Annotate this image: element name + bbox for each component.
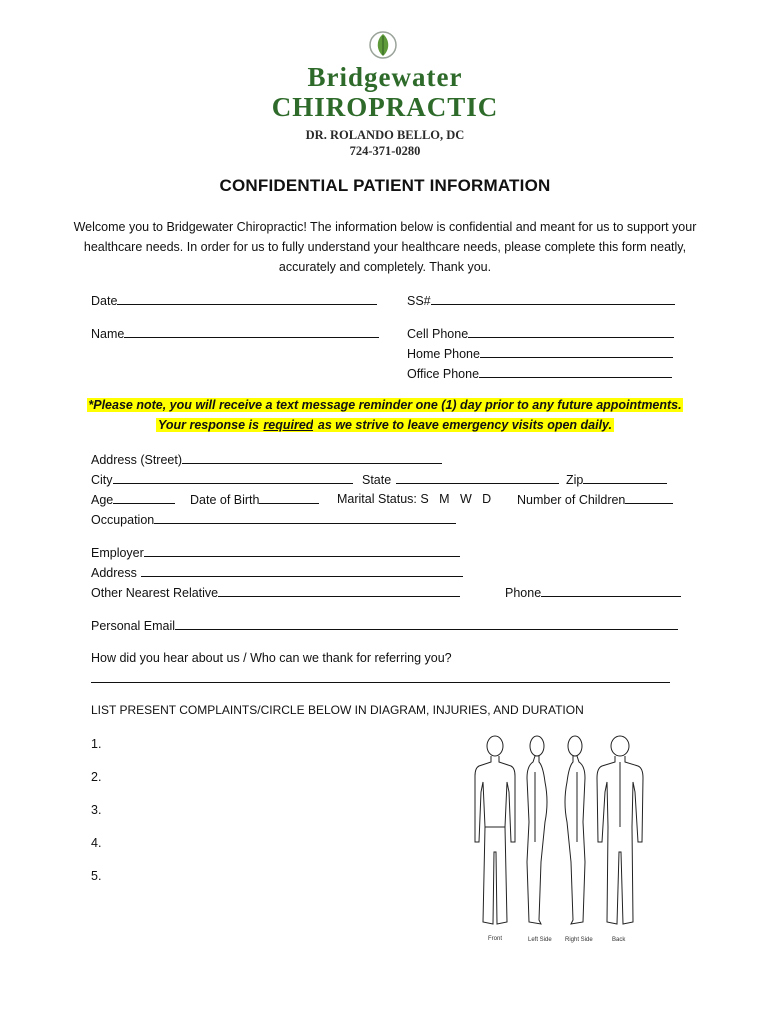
back-figure[interactable] xyxy=(597,736,643,924)
relative-phone-label: Phone xyxy=(505,586,542,600)
dob-line[interactable] xyxy=(259,491,319,504)
brand-name: Bridgewater xyxy=(307,62,463,92)
date-field[interactable] xyxy=(91,292,377,309)
complaint-item-1[interactable]: 1. xyxy=(91,737,102,751)
street-address-label: Address (Street) xyxy=(91,453,183,467)
leaf-logo-icon xyxy=(368,30,398,60)
label-right-side: Right Side xyxy=(565,937,593,943)
cell-phone-label: Cell Phone xyxy=(407,327,469,341)
right-side-figure[interactable] xyxy=(565,736,585,924)
email-label: Personal Email xyxy=(91,619,176,633)
city-line[interactable] xyxy=(113,471,353,484)
relative-phone-field[interactable] xyxy=(505,584,681,601)
marital-status-field[interactable]: Marital Status: S M W D xyxy=(337,492,492,506)
home-phone-field[interactable] xyxy=(407,345,673,362)
street-address-field[interactable] xyxy=(91,451,442,468)
ss-line[interactable] xyxy=(431,292,675,305)
notice-line-2-end: as we strive to leave emergency visits open daily. xyxy=(314,418,613,432)
occupation-field[interactable] xyxy=(91,511,456,528)
office-phone-line[interactable] xyxy=(479,365,672,378)
age-line[interactable] xyxy=(113,491,175,504)
left-side-figure[interactable] xyxy=(527,736,547,924)
dob-label: Date of Birth xyxy=(190,493,260,507)
label-back: Back xyxy=(612,937,626,943)
doctor-name: DR. ROLANDO BELLO, DC xyxy=(305,128,465,142)
email-line[interactable] xyxy=(175,617,678,630)
notice-line-2-start: Your response is xyxy=(157,418,263,432)
cell-phone-field[interactable] xyxy=(407,325,674,342)
employer-address-field[interactable] xyxy=(91,564,463,581)
dob-field[interactable] xyxy=(190,491,319,508)
city-field[interactable] xyxy=(91,471,353,488)
state-field[interactable] xyxy=(362,471,559,488)
age-field[interactable] xyxy=(91,491,175,508)
nearest-relative-line[interactable] xyxy=(218,584,460,597)
referral-question: How did you hear about us / Who can we thank for referring you? xyxy=(91,651,452,665)
city-label: City xyxy=(91,473,113,487)
email-field[interactable] xyxy=(91,617,678,634)
office-phone-label: Office Phone xyxy=(407,367,480,381)
state-label: State xyxy=(362,473,392,487)
state-line[interactable] xyxy=(396,471,559,484)
complaint-item-4[interactable]: 4. xyxy=(91,836,102,850)
date-label: Date xyxy=(91,294,118,308)
ss-label: SS# xyxy=(407,294,431,308)
brand-subtitle: CHIROPRACTIC xyxy=(271,92,499,122)
nearest-relative-label: Other Nearest Relative xyxy=(91,586,219,600)
children-line[interactable] xyxy=(625,491,673,504)
street-address-line[interactable] xyxy=(182,451,442,464)
children-label: Number of Children xyxy=(517,493,626,507)
occupation-line[interactable] xyxy=(154,511,456,524)
clinic-phone: 724-371-0280 xyxy=(349,144,421,158)
front-figure[interactable] xyxy=(475,736,515,924)
zip-label: Zip xyxy=(566,473,584,487)
text-reminder-notice xyxy=(0,398,770,412)
label-front: Front xyxy=(488,936,503,942)
label-left-side: Left Side xyxy=(528,937,552,943)
zip-field[interactable] xyxy=(566,471,667,488)
name-field[interactable] xyxy=(91,325,379,342)
employer-address-line[interactable] xyxy=(141,564,463,577)
nearest-relative-field[interactable] xyxy=(91,584,460,601)
relative-phone-line[interactable] xyxy=(541,584,681,597)
home-phone-line[interactable] xyxy=(480,345,673,358)
response-notice xyxy=(0,418,770,432)
complaint-item-5[interactable]: 5. xyxy=(91,869,102,883)
body-diagram[interactable] xyxy=(465,732,655,937)
occupation-label: Occupation xyxy=(91,513,155,527)
name-line[interactable] xyxy=(124,325,379,338)
intro-text: Welcome you to Bridgewater Chiropractic! The information below is confidential and meant for us to support your healthcare needs. In order for us to fully understand your healthcare needs, please complete this form neatly, accurately and completely. Thank you. xyxy=(73,220,697,274)
home-phone-label: Home Phone xyxy=(407,347,480,361)
employer-address-label: Address xyxy=(91,566,137,580)
notice-required-word: required xyxy=(263,418,314,432)
employer-line[interactable] xyxy=(144,544,460,557)
zip-line[interactable] xyxy=(583,471,667,484)
complaint-item-2[interactable]: 2. xyxy=(91,770,102,784)
page-title: CONFIDENTIAL PATIENT INFORMATION xyxy=(219,176,551,195)
complaints-heading: LIST PRESENT COMPLAINTS/CIRCLE BELOW IN DIAGRAM, INJURIES, AND DURATION xyxy=(91,703,584,717)
office-phone-field[interactable] xyxy=(407,365,672,382)
notice-line-2 xyxy=(156,418,614,432)
notice-line-1: *Please note, you will receive a text message reminder one (1) day prior to any future appointments. xyxy=(88,398,682,412)
age-label: Age xyxy=(91,493,114,507)
employer-label: Employer xyxy=(91,546,144,560)
cell-phone-line[interactable] xyxy=(468,325,674,338)
name-label: Name xyxy=(91,327,125,341)
children-field[interactable] xyxy=(517,491,673,508)
date-line[interactable] xyxy=(117,292,377,305)
complaint-item-3[interactable]: 3. xyxy=(91,803,102,817)
referral-line[interactable] xyxy=(91,670,670,683)
ss-field[interactable] xyxy=(407,292,675,309)
employer-field[interactable] xyxy=(91,544,460,561)
